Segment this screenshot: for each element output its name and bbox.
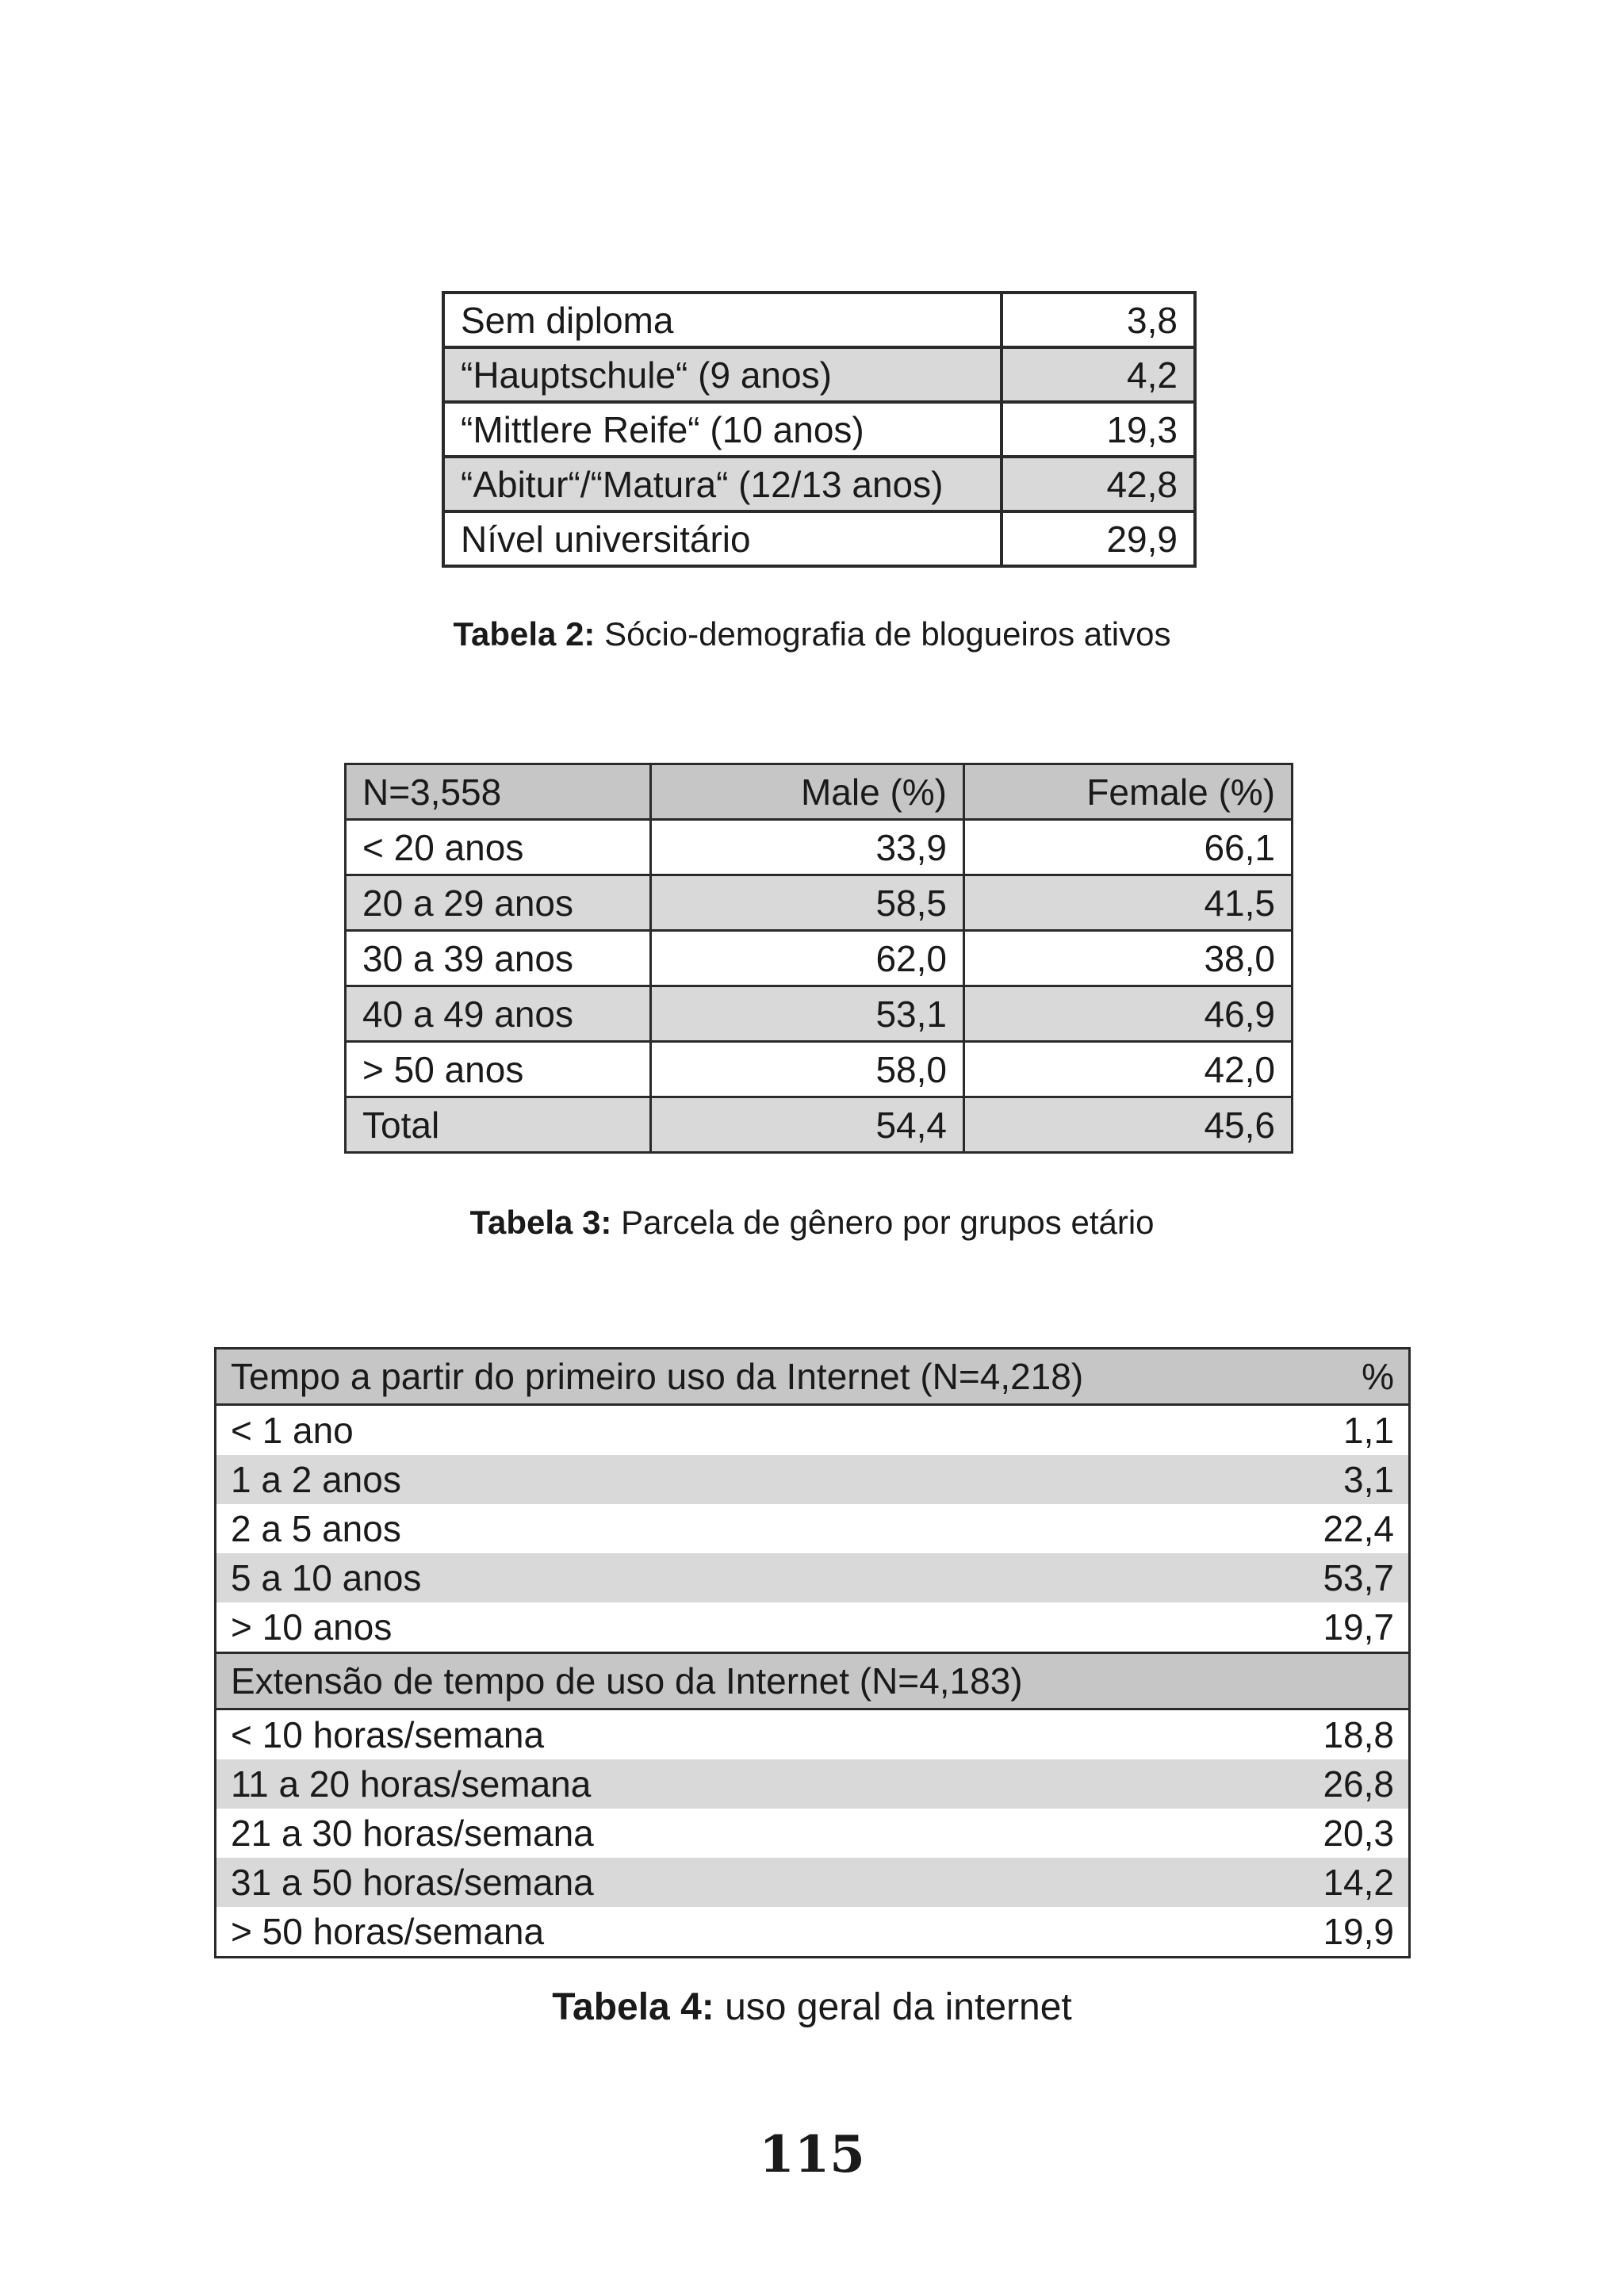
row-value: 29,9 [1002,511,1195,566]
female-value: 66,1 [964,820,1293,875]
row-value: 1,1 [1343,1410,1394,1451]
male-value: 62,0 [651,931,964,986]
row-label: > 50 horas/semana [231,1911,545,1952]
section-title: Extensão de tempo de uso da Internet (N=4,183) [216,1653,1288,1709]
table-row [216,1907,1410,1958]
table-row [216,1809,1410,1858]
table-internet-usage [214,1347,1411,1958]
row-value: 53,7 [1287,1553,1409,1602]
row-value: 22,4 [1323,1508,1394,1549]
row-label: 21 a 30 horas/semana [231,1813,594,1854]
female-value: 45,6 [964,1097,1293,1153]
header-cell: Female (%) [964,764,1293,820]
row-value: 4,2 [1002,347,1195,402]
male-value: 53,1 [651,986,964,1042]
row-label: 5 a 10 anos [216,1553,1288,1602]
unit-header [1287,1653,1409,1709]
table-row [443,347,1195,402]
row-label: Total [346,1097,651,1153]
table-row [216,1759,1410,1809]
row-value: 19,3 [1002,402,1195,457]
row-label: “Mittlere Reife“ (10 anos) [443,402,1002,457]
caption-label: Tabela 3: [469,1204,612,1241]
row-value: 3,1 [1287,1455,1409,1504]
table-row [346,875,1293,931]
row-label: 30 a 39 anos [346,931,651,986]
row-label: Nível universitário [443,511,1002,566]
row-label: 11 a 20 horas/semana [216,1759,1288,1809]
caption-text: Parcela de gênero por grupos etário [611,1204,1155,1241]
row-value: 14,2 [1287,1858,1409,1907]
row-label: > 10 anos [231,1606,393,1648]
table-caption [0,1985,1624,2029]
table-row [216,1709,1410,1760]
row-value: 19,7 [1323,1606,1394,1648]
table-row [443,293,1195,347]
table-row [216,1553,1410,1602]
table-row [346,986,1293,1042]
table-row [216,1455,1410,1504]
male-value: 58,0 [651,1042,964,1097]
male-value: 58,5 [651,875,964,931]
caption-text: uso geral da internet [714,1986,1072,2028]
table-row [443,457,1195,511]
table-row [216,1602,1410,1653]
table-caption [0,615,1624,653]
row-value: 42,8 [1002,457,1195,511]
row-label: “Abitur“/“Matura“ (12/13 anos) [443,457,1002,511]
table-row [346,1042,1293,1097]
caption-text: Sócio-demografia de blogueiros ativos [595,615,1171,653]
table-row [443,402,1195,457]
row-label: < 20 anos [346,820,651,875]
table-socio-demographics [442,291,1197,568]
row-value: 3,8 [1002,293,1195,347]
female-value: 38,0 [964,931,1293,986]
unit-header: % [1287,1349,1409,1405]
table-row [346,1097,1293,1153]
table-gender-by-age [344,763,1293,1154]
section-header-row [216,1653,1410,1709]
table-row [346,820,1293,875]
table-header-row [346,764,1293,820]
row-label: 31 a 50 horas/semana [216,1858,1288,1907]
table-row [346,931,1293,986]
female-value: 46,9 [964,986,1293,1042]
row-value: 18,8 [1323,1714,1394,1755]
table-row [216,1858,1410,1907]
row-value: 20,3 [1323,1813,1394,1854]
row-label: 40 a 49 anos [346,986,651,1042]
row-value: 26,8 [1287,1759,1409,1809]
male-value: 54,4 [651,1097,964,1153]
row-label: “Hauptschule“ (9 anos) [443,347,1002,402]
table-row [216,1405,1410,1456]
female-value: 41,5 [964,875,1293,931]
row-label: Sem diploma [443,293,1002,347]
male-value: 33,9 [651,820,964,875]
caption-label: Tabela 2: [453,615,596,653]
caption-label: Tabela 4: [552,1986,714,2028]
header-cell: Male (%) [651,764,964,820]
section-title: Tempo a partir do primeiro uso da Internet (N=4,218) [216,1349,1288,1405]
row-label: 1 a 2 anos [216,1455,1288,1504]
row-value: 19,9 [1323,1911,1394,1952]
section-header-row [216,1349,1410,1405]
table-row [216,1504,1410,1553]
row-label: 2 a 5 anos [231,1508,401,1549]
row-label: < 10 horas/semana [231,1714,545,1755]
row-label: < 1 ano [231,1410,354,1451]
header-cell: N=3,558 [346,764,651,820]
row-label: > 50 anos [346,1042,651,1097]
row-label: 20 a 29 anos [346,875,651,931]
table-caption [0,1204,1624,1242]
page-number: 115 [759,2125,865,2184]
female-value: 42,0 [964,1042,1293,1097]
table-row [443,511,1195,566]
